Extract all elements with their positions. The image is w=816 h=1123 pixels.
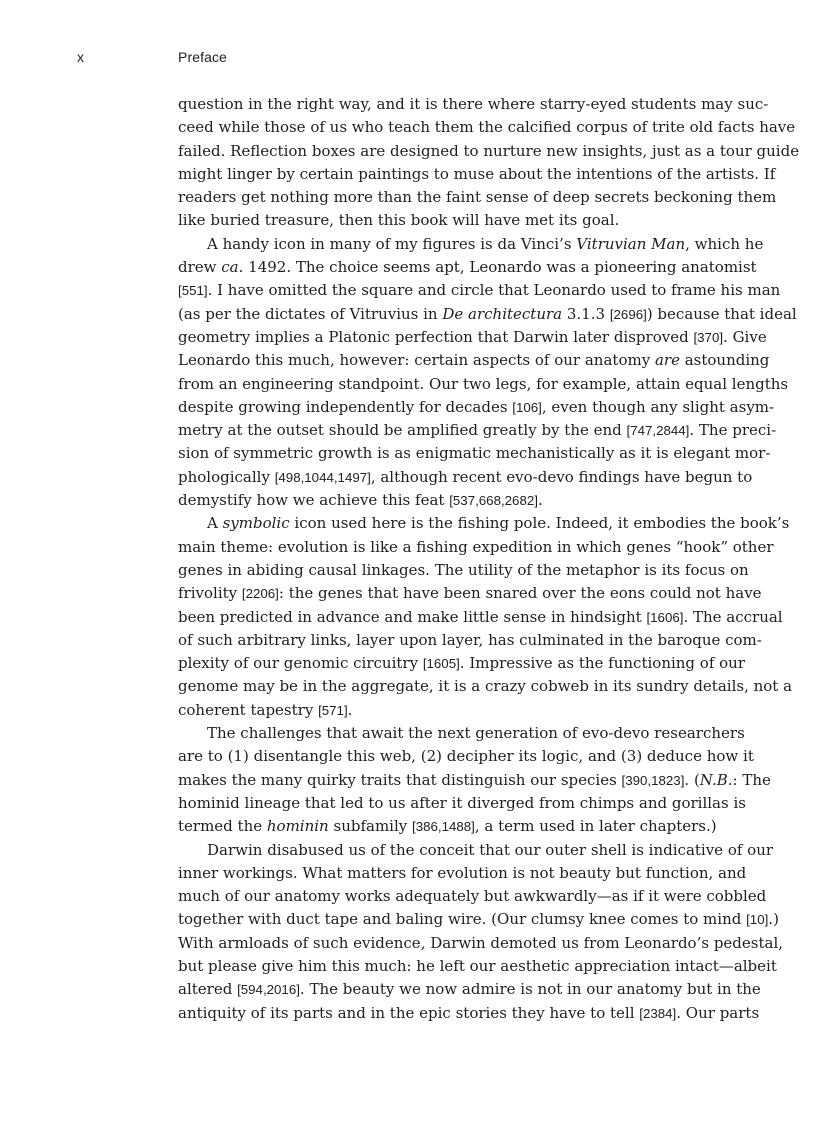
paragraph — [178, 839, 784, 1025]
citation: [498,1044,1497] — [274, 469, 371, 485]
paragraph — [178, 512, 793, 722]
text-line: question in the right way, and it is there where starry-eyed students may suc- — [178, 95, 769, 113]
text-line: but please give him this much: he left our aesthetic appreciation intact—albeit — [178, 956, 777, 975]
citation: [1606] — [646, 609, 684, 625]
citation: [370] — [693, 329, 724, 345]
citation: [551] — [178, 283, 208, 299]
citation: [390,1823] — [621, 772, 685, 788]
citation: [571] — [318, 702, 348, 718]
citation: [2206] — [241, 586, 279, 602]
body-text — [178, 93, 800, 1025]
text-line: demystify how we achieve this feat [537,668,2682]. — [178, 491, 543, 510]
text-line: together with duct tape and baling wire. (Our clumsy knee comes to mind [10].) — [178, 910, 779, 929]
text-line: hominid lineage that led to us after it diverged from chimps and gorillas is — [178, 793, 746, 812]
text-line: (as per the dictates of Vitruvius in De architectura 3.1.3 [2696]) because that ideal — [178, 304, 797, 323]
text-line: [551]. I have omitted the square and circle that Leonardo used to frame his man — [178, 281, 781, 300]
text-line: of such arbitrary links, layer upon layer, has culminated in the baroque com- — [178, 630, 762, 649]
citation: [1605] — [422, 656, 460, 672]
text-line: inner workings. What matters for evolution is not beauty but function, and — [178, 863, 747, 882]
paragraph — [178, 93, 800, 233]
text-line: readers get nothing more than the faint sense of deep secrets beckoning them — [178, 188, 777, 207]
text-line: altered [594,2016]. The beauty we now admire is not in our anatomy but in the — [178, 980, 761, 999]
citation: [537,668,2682] — [449, 493, 538, 509]
text-line: failed. Reflection boxes are designed to nurture new insights, just as a tour guide — [178, 141, 800, 160]
text-line: despite growing independently for decades [106], even though any slight asym- — [178, 397, 775, 416]
citation: [747,2844] — [626, 423, 690, 439]
text-line: like buried treasure, then this book will have met its goal. — [178, 211, 620, 230]
text-line: frivolity [2206]: the genes that have been snared over the eons could not have — [178, 584, 762, 603]
text-line: genome may be in the aggregate, it is a crazy cobweb in its sundry details, not a — [178, 677, 793, 696]
text-line: are to (1) disentangle this web, (2) decipher its logic, and (3) deduce how it — [178, 747, 754, 766]
text-line: A symbolic icon used here is the fishing pole. Indeed, it embodies the book’s — [207, 514, 790, 533]
citation: [2384] — [639, 1005, 677, 1021]
citation: [10] — [746, 912, 769, 928]
text-line: plexity of our genomic circuitry [1605]. Impressive as the functioning of our — [178, 654, 746, 673]
chapter-title: Preface — [178, 49, 227, 65]
italic-text: symbolic — [222, 514, 290, 533]
italic-text: De architectura — [442, 304, 563, 323]
text-line: makes the many quirky traits that distinguish our species [390,1823]. (N.B.: The — [178, 770, 771, 789]
text-line: Darwin disabused us of the conceit that our outer shell is indicative of our — [207, 840, 774, 859]
text-line: A handy icon in many of my figures is da Vinci’s Vitruvian Man, which he — [207, 234, 764, 253]
running-head — [0, 49, 816, 69]
text-line: With armloads of such evidence, Darwin demoted us from Leonardo’s pedestal, — [178, 933, 784, 952]
citation: [386,1488] — [412, 819, 475, 835]
page-number: x — [77, 49, 85, 65]
text-line: been predicted in advance and make little sense in hindsight [1606]. The accrual — [178, 607, 783, 626]
text-line: metry at the outset should be amplified greatly by the end [747,2844]. The preci- — [178, 421, 777, 440]
text-line: coherent tapestry [571]. — [178, 700, 353, 719]
text-line: antiquity of its parts and in the epic stories they have to tell [2384]. Our parts — [178, 1003, 760, 1022]
italic-text: are — [654, 351, 680, 370]
citation: [106] — [512, 399, 542, 415]
text-line: might linger by certain paintings to muse about the intentions of the artists. If — [178, 164, 776, 183]
text-line: termed the hominin subfamily [386,1488], a term used in later chapters.) — [178, 817, 717, 836]
paragraph — [178, 722, 771, 838]
text-line: main theme: evolution is like a fishing expedition in which genes “hook” other — [178, 537, 774, 556]
text-line: Leonardo this much, however: certain aspects of our anatomy are astounding — [178, 351, 770, 370]
citation: [594,2016] — [237, 982, 300, 998]
text-line: sion of symmetric growth is as enigmatic mechanistically as it is elegant mor- — [178, 444, 771, 463]
text-line: geometry implies a Platonic perfection that Darwin later disproved [370]. Give — [178, 327, 767, 346]
text-line: genes in abiding causal linkages. The utility of the metaphor is its focus on — [178, 560, 749, 579]
paragraph — [178, 233, 797, 513]
text-line: The challenges that await the next generation of evo-devo researchers — [207, 724, 745, 743]
italic-text: Vitruvian Man — [576, 234, 686, 253]
italic-text: hominin — [266, 817, 329, 836]
text-line: drew ca. 1492. The choice seems apt, Leonardo was a pioneering anatomist — [178, 258, 757, 277]
text-line: phologically [498,1044,1497], although recent evo-devo findings have begun to — [178, 467, 753, 486]
italic-text: N.B. — [699, 770, 733, 789]
text-line: much of our anatomy works adequately but awkwardly—as if it were cobbled — [178, 887, 767, 906]
italic-text: ca. — [221, 258, 244, 277]
citation: [2696] — [609, 306, 647, 322]
text-line: from an engineering standpoint. Our two legs, for example, attain equal lengths — [178, 374, 789, 393]
text-line: ceed while those of us who teach them the calcified corpus of trite old facts have — [178, 118, 796, 137]
